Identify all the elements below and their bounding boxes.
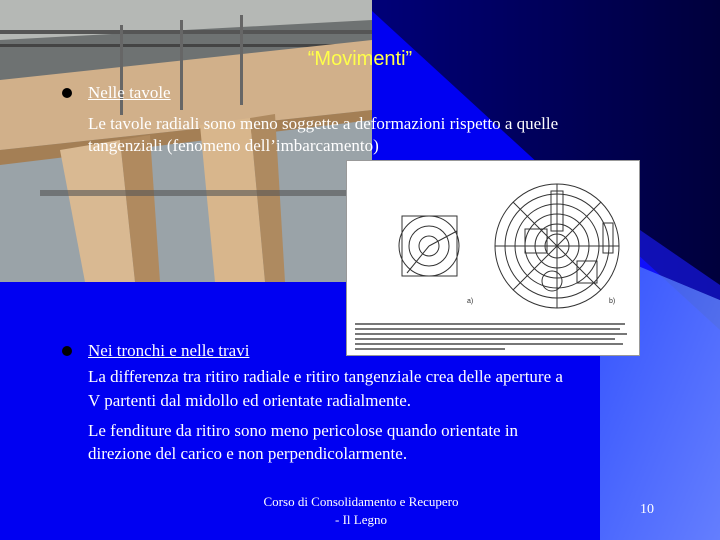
figure-label-b: b) xyxy=(609,298,616,305)
section2-heading: Nei tronchi e nelle travi xyxy=(88,341,250,360)
section2-line-1: La differenza tra ritiro radiale e ritiro tangenziale crea delle aperture a xyxy=(88,367,563,386)
section1-line-2: tangenziali (fenomeno dell’imbarcamento) xyxy=(88,136,379,155)
shrinkage-figure xyxy=(346,160,640,356)
footer-line-2: - Il Legno xyxy=(335,512,387,527)
footer-line-1: Corso di Consolidamento e Recupero xyxy=(263,494,459,509)
bullet-1 xyxy=(62,88,72,98)
section2-line-3: Le fenditure da ritiro sono meno pericolose quando orientate in xyxy=(88,421,519,440)
section1-heading: Nelle tavole xyxy=(88,83,171,102)
footer xyxy=(246,493,476,529)
slide-title: “Movimenti” xyxy=(307,48,413,70)
section1-line-1: Le tavole radiali sono meno soggette a deformazioni rispetto a quelle xyxy=(88,114,559,133)
bullet-2 xyxy=(62,346,72,356)
section2-line-2: V partenti dal midollo ed orientate radialmente. xyxy=(88,391,412,410)
figure-label-a: a) xyxy=(467,298,474,305)
page-number: 10 xyxy=(640,502,654,517)
section2-line-4: direzione del carico e non perpendicolarmente. xyxy=(88,444,408,463)
shrinkage-diagram xyxy=(347,161,639,355)
